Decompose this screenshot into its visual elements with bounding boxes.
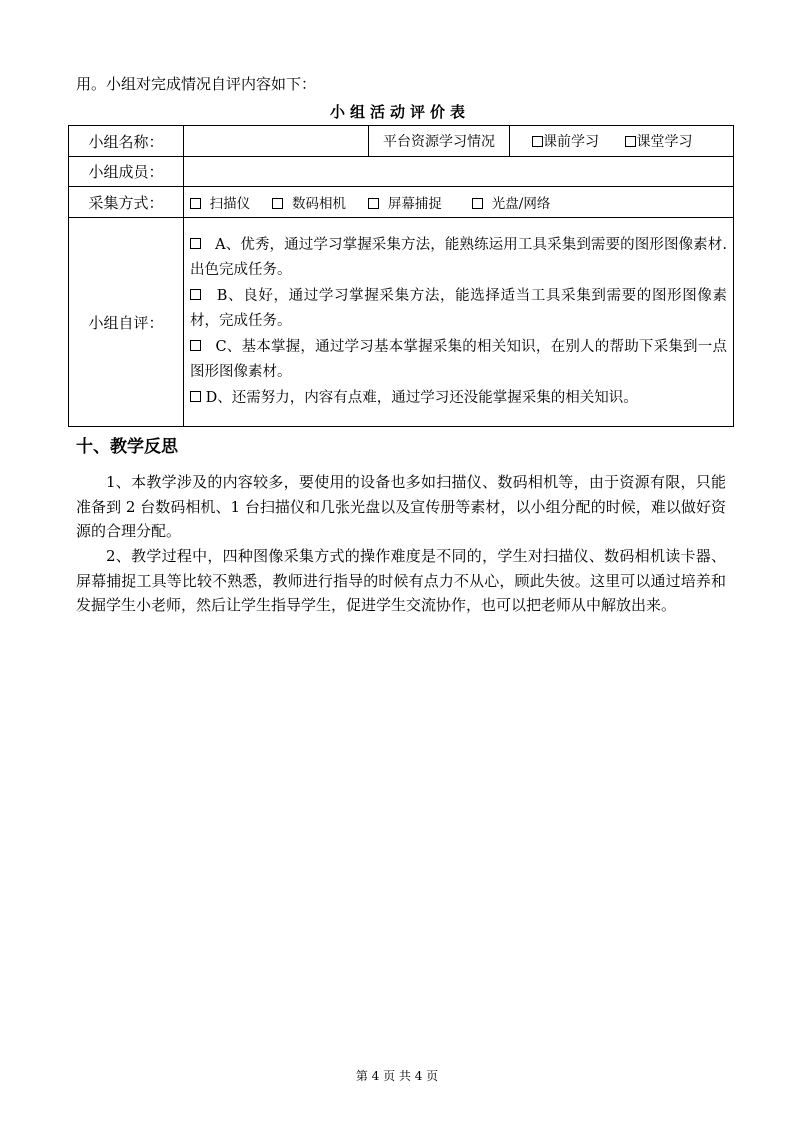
paragraph-2: 2、教学过程中，四种图像采集方式的操作难度是不同的，学生对扫描仪、数码相机读卡器、屏幕捕捉工具等比较不熟悉，教师进行指导的时候有点力不从心，顾此失彼。这里可以通过培养和发掘学生小老师，然后让学生指导学生，促进学生交流协作，也可以把老师从中解放出来。: [76, 547, 726, 614]
group-name-label: 小组名称：: [69, 126, 184, 157]
option-label: 数码相机: [291, 196, 346, 212]
table-row-members: [69, 157, 734, 187]
checkbox-icon[interactable]: [190, 340, 201, 351]
table-title: 小组活动评价表: [329, 103, 470, 121]
self-eval-option-a[interactable]: [190, 233, 727, 284]
group-name-field[interactable]: [184, 126, 369, 157]
option-scanner[interactable]: [190, 192, 250, 212]
method-options-cell: [184, 187, 734, 218]
option-label: 课前学习: [543, 134, 599, 150]
self-eval-label: 小组自评：: [69, 218, 184, 427]
self-eval-option-d[interactable]: [190, 386, 727, 412]
evaluation-table: [68, 125, 734, 427]
option-label: 课堂学习: [636, 134, 693, 150]
option-label: 光盘/网络: [491, 196, 551, 212]
checkbox-icon[interactable]: [190, 198, 201, 209]
checkbox-icon[interactable]: [472, 198, 483, 209]
members-field[interactable]: [184, 157, 734, 187]
intro-text: 用。小组对完成情况自评内容如下：: [76, 75, 317, 93]
checkbox-icon[interactable]: [272, 198, 283, 209]
self-eval-option-c[interactable]: [190, 335, 727, 386]
self-eval-option-text: D、还需努力，内容有点难，通过学习还没能掌握采集的相关知识。: [205, 389, 638, 406]
checkbox-icon[interactable]: [368, 198, 379, 209]
self-eval-option-b[interactable]: [190, 284, 727, 335]
table-row-group-name: [69, 126, 734, 157]
table-row-method: [69, 187, 734, 218]
option-in-class[interactable]: [625, 131, 692, 151]
option-camera[interactable]: [272, 192, 346, 212]
paragraph-1: 1、本教学涉及的内容较多，要使用的设备也多如扫描仪、数码相机等，由于资源有限，只能准备到 2 台数码相机、1 台扫描仪和几张光盘以及宣传册等素材，以小组分配的时候，难以做好资源的合理分配。: [76, 473, 726, 540]
option-label: 屏幕捕捉: [387, 196, 442, 212]
page-number-footer: 第 4 页 共 4 页: [355, 1069, 439, 1083]
option-pre-class[interactable]: [532, 131, 599, 151]
checkbox-icon[interactable]: [190, 391, 201, 402]
self-eval-options-cell: [184, 218, 734, 427]
section-heading: 十、教学反思: [76, 437, 178, 457]
table-row-self-eval: [69, 218, 734, 427]
self-eval-option-text: A、优秀，通过学习掌握采集方法，能熟练运用工具采集到需要的图形图像素材.出色完成任务。: [190, 236, 728, 279]
checkbox-icon[interactable]: [190, 289, 201, 300]
checkbox-icon[interactable]: [532, 136, 543, 147]
members-label: 小组成员：: [69, 157, 184, 187]
platform-label: 平台资源学习情况: [369, 126, 510, 157]
option-disc-network[interactable]: [472, 192, 550, 212]
self-eval-option-text: C、基本掌握，通过学习基本掌握采集的相关知识，在别人的帮助下采集到一点图形图像素材。: [190, 338, 727, 381]
option-label: 扫描仪: [209, 196, 251, 212]
platform-options-cell: [510, 126, 734, 157]
checkbox-icon[interactable]: [625, 136, 636, 147]
self-eval-option-text: B、良好，通过学习掌握采集方法，能选择适当工具采集到需要的图形图像素材，完成任务。: [190, 287, 728, 330]
checkbox-icon[interactable]: [190, 238, 201, 249]
method-label: 采集方式：: [69, 187, 184, 218]
option-screen-capture[interactable]: [368, 192, 442, 212]
